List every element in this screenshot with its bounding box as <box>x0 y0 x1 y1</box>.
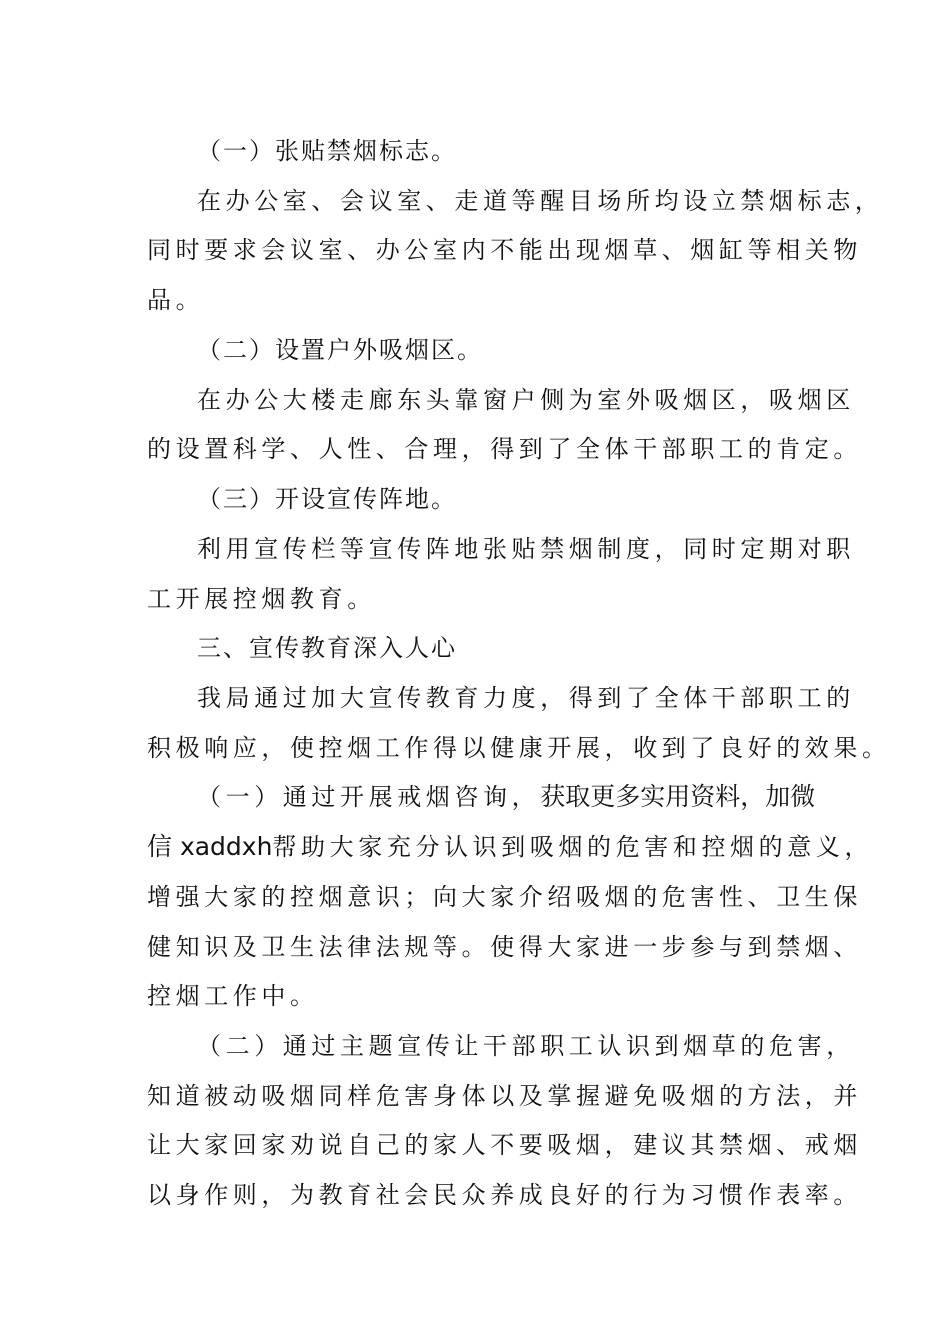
paragraph-line: 健知识及卫生法律法规等。使得大家进一步参与到禁烟、 <box>147 933 862 961</box>
paragraph-line: 在办公大楼走廊东头靠窗户侧为室外吸烟区，吸烟区 <box>197 386 855 414</box>
section-heading: 三、宣传教育深入人心 <box>197 634 457 662</box>
promo-text: 信 xaddxh <box>147 832 273 861</box>
paragraph-line: 利用宣传栏等宣传阵地张贴禁烟制度，同时定期对职 <box>197 535 855 563</box>
paragraph-line: 控烟工作中。 <box>147 982 319 1010</box>
item-one-continuation: 帮助大家充分认识到吸烟的危害和控烟的意义， <box>272 833 874 861</box>
paragraph-line <box>197 782 817 812</box>
paragraph-line: 的设置科学、人性、合理，得到了全体干部职工的肯定。 <box>147 435 862 463</box>
subsection-title-1: （一）张贴禁烟标志。 <box>197 137 457 165</box>
paragraph-line: 我局通过加大宣传教育力度，得到了全体干部职工的 <box>197 684 855 712</box>
promo-text: 获取更多实用资料，加微 <box>540 782 816 811</box>
paragraph-line: 增强大家的控烟意识；向大家介绍吸烟的危害性、卫生保 <box>147 883 862 911</box>
paragraph-line: 在办公室、会议室、走道等醒目场所均设立禁烟标志， <box>197 187 884 215</box>
paragraph-line: 知道被动吸烟同样危害身体以及掌握避免吸烟的方法，并 <box>147 1082 862 1110</box>
paragraph-line: 工开展控烟教育。 <box>147 585 376 613</box>
paragraph-line: （二）通过主题宣传让干部职工认识到烟草的危害， <box>197 1032 855 1060</box>
subsection-title-3: （三）开设宣传阵地。 <box>197 485 457 513</box>
paragraph-line: 积极响应，使控烟工作得以健康开展，收到了良好的效果。 <box>147 734 891 762</box>
paragraph-line: 同时要求会议室、办公室内不能出现烟草、烟缸等相关物 <box>147 236 862 264</box>
paragraph-line <box>147 832 874 862</box>
item-one-start: （一）通过开展戒烟咨询， <box>197 783 541 811</box>
paragraph-line: 让大家回家劝说自己的家人不要吸烟，建议其禁烟、戒烟 <box>147 1131 862 1159</box>
paragraph-line: 以身作则，为教育社会民众养成良好的行为习惯作表率。 <box>147 1181 862 1209</box>
paragraph-line: 品。 <box>147 286 205 314</box>
subsection-title-2: （二）设置户外吸烟区。 <box>197 336 483 364</box>
